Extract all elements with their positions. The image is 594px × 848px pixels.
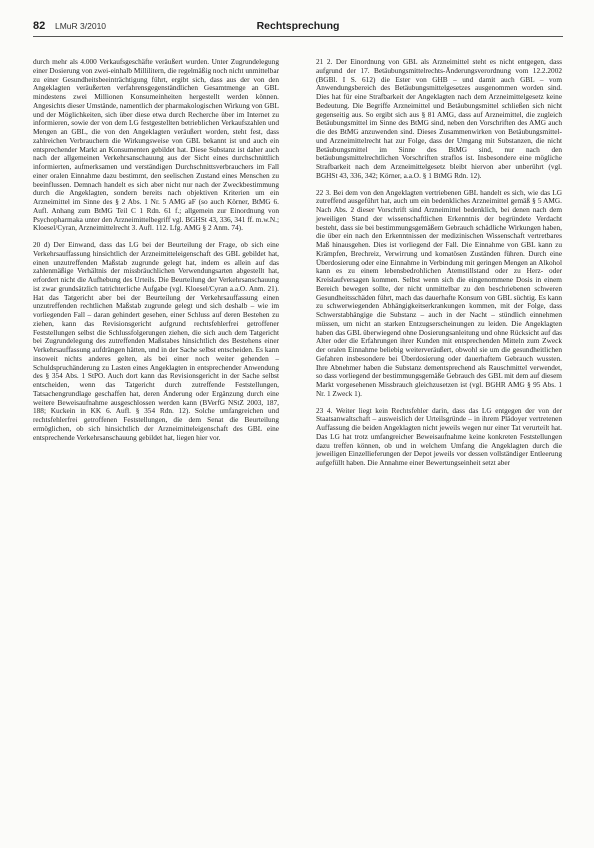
header-rule [33,36,563,37]
paragraph: 23 4. Weiter liegt kein Rechtsfehler darin, dass das LG entgegen der von der Staatsanwaltschaft – ausweislich der Urteilsgründe – in ihrem Plädoyer vertretenen Auffassung die beiden Angeklagten nicht jeweils wegen nur einer Tat verurteilt hat. Das LG hat trotz umfangreicher Beweisaufnahme keine konkreten Feststellungen dazu treffen können, ob und in welchem Umfang die Angeklagten durch die jeweiligen Einzellieferungen der Depot jeweils vor dessen vollständiger Entleerung aufgefüllt haben. Die Annahme einer Bewertungseinheit setzt aber [316,405,562,467]
section-title: Rechtsprechung [256,20,340,32]
paragraph: 22 3. Bei dem von den Angeklagten vertriebenen GBL handelt es sich, wie das LG zutreffend ausgeführt hat, auch um ein bedenkliches Arzneimittel gemäß § 5 AMG. Nach Abs. 2 dieser Vorschrift sind Arzneimittel bedenklich, bei denen nach dem jeweiligen Stand der wissenschaftlichen Erkenntnis der begründete Verdacht besteht, dass sie bei bestimmungsgemäßem Gebrauch schädliche Wirkungen haben, die über ein nach den Erkenntnissen der medizinischen Wissenschaft vertretbares Maß hinausgehen. Dies ist vorliegend der Fall. Die Einnahme von GBL kann zu Krämpfen, Brechreiz, Verwirrung und komatösen Zuständen führen. Durch eine Überdosierung oder eine Einnahme in Verbindung mit geringen Mengen an Alkohol kann es zu einem lebensbedrohlichen Atemstillstand oder zu Herz- oder Kreislaufversagen kommen. Selbst wenn sich die eingenommene Dosis in einem Bereich bewegen sollte, der nicht unmittelbar zu den beschriebenen schweren Gesundheitsschäden führt, mach das dauerhafte Konsum von GBL süchtig. Es kann zu schwerwiegenden Abhängigkeitserkrankungen kommen, mit der Folge, dass Schwerstabhängige die Substanz – auch in der Nacht – stündlich einnehmen müssen, um nicht an starken Entzugserscheinungen zu leiden. Die Angeklagten haben das GBL überwiegend ohne Dosierungsanleitung und ohne Rücksicht auf das Alter oder die Erfahrungen ihrer Kunden mit entsprechenden Mitteln zum Zweck der oralen Einnahme beliebig weiterveräußert, obwohl sie um die gesundheitlichen Gefahren insbesondere bei Überdosierung oder dauerhaftem Gebrauch wussten. Ihre Abnehmer haben die Substanz dementsprechend als Rauschmittel verwendet, so dass vorliegend der bestimmungsgemäße Gebrauch des GBL mit dem auf diesem Markt vorgesehenen Missbrauch gleichzusetzen ist (vgl. BGHR AMG § 95 Abs. 1 Nr. 1 Zweck 1). [316,187,562,398]
paragraph: durch mehr als 4.000 Verkaufsgeschäfte veräußert wurden. Unter Zugrundelegung einer Dosierung von zwei-einhalb Millilitern, die regelmäßig noch nicht unmittelbar zu einer Gesundheitsbeeinträchtigung führt, ergibt sich, dass aus der von den Angeklagten veräußerten verfahrensgegenständlichen Gesamtmenge an GBL mindestens zwei Millionen Konsumeinheiten hergestellt werden können. Angesichts dieser Umstände, namentlich der pharmakologischen Wirkung von GBL und der Möglichkeiten, sich über diese etwa durch Recherche über im Internet zu informieren, sowie der von dem LG festgestellten betrieblichen Verkaufszahlen und Mengen an GBL, die von den Angeklagten veräußert worden, steht fest, dass zahlreichen Verbrauchern die Wirkungsweise von GBL bekannt ist und auch ein entsprechender Markt an Konsumenten gebildet hat. Diese Substanz ist daher auch nach der allgemeinen Verkehrsanschauung aus der Sicht eines durchschnittlich informierten, aufmerksamen und verständigen Durchschnittsverbrauchers im Fall einer oralen Einnahme dazu bestimmt, den seelischen Zustand eines Menschen zu beeinflussen. Demnach handelt es sich aber nicht nur nach der Zweckbestimmung durch die Angeklagten, sondern bereits nach objektiven Kriterien um ein Arzneimittel im Sinne des § 2 Abs. 1 Nr. 5 AMG aF (so auch Körner, BtMG 6. Aufl. Anhang zum BtMG Teil C 1 Rdn. 61 f.; allgemein zur Einordnung von Psychopharmaka unter den Arzneimittelbegriff vgl. BGHSt 43, 336, 341 ff. m.w.N.; Kloesel/Cyran, Arzneimittelrecht 3. Aufl. 112. Lfg. AMG § 2 Anm. 74). [33,57,279,233]
paragraph: 20 d) Der Einwand, dass das LG bei der Beurteilung der Frage, ob sich eine Verkehrsauffassung hinsichtlich der Arzneimitteleigenschaft des GBL gebildet hat, einen unzutreffenden Maßstab zugrunde gelegt hat, indem es allein auf das zahlenmäßige Verhältnis der missbräuchlichen Verwendungsarten abgestellt hat, erfordert nicht die Aufhebung des Urteils. Die Beurteilung der Verkehrsanschauung ist zwar grundsätzlich tatrichterliche Aufgabe (vgl. Kloesel/Cyran a.a.O. Anm. 21). Hat das Tatgericht aber bei der Beurteilung der Verkehrsauffassung einen unzutreffenden rechtlichen Maßstab zugrunde gelegt und sich deshalb – wie im vorliegenden Fall – daran gehindert gesehen, einer Schluss auf deren Bestehen zu ziehen, kann das Revisionsgericht aufgrund rechtsfehlerfrei getroffener Feststellungen selbst die Schlussfolgerungen ziehen, die sich auch dem Tatgericht bei Zugrundelegung des zutreffenden Maßstabes hinsichtlich des Bestehens einer Verkehrsauffassung aufdrängen hätten, und in der Sache selbst entscheiden. Es kann insoweit nichts anderes gelten, als bei einer noch weiter gehenden – Schuldspruchänderung zu Lasten eines Angeklagten in entsprechender Anwendung des § 354 Abs. 1 StPO. Auch dort kann das Revisionsgericht in der Sache selbst entscheiden, wenn das Tatgericht durch zutreffende Feststellungen, Tatsachengrundlage geschaffen hat, deren Änderung oder Ergänzung durch eine weitere Beweisaufnahme ausgeschlossen werden kann (BVerfG NStZ 2003, 187, 188; Kuckein in KK 6. Aufl. § 354 Rdn. 12). Solche umfangreichen und rechtsfehlerfrei getroffenen Feststellungen, die dem Senat die Beurteilung ermöglichen, ob sich hinsichtlich der Arzneimitteleigenschaft des GBL eine entsprechende Verkehrsanschauung gebildet hat, liegen hier vor. [33,240,279,442]
journal-reference: LMuR 3/2010 [55,21,107,31]
page-number: 82 [33,20,46,32]
page-header [33,14,563,40]
paragraph: 21 2. Der Einordnung von GBL als Arzneimittel steht es nicht entgegen, dass aufgrund der 17. Betäubungsmittelrechts-Änderungsverordnung vom 12.2.2002 (BGBl. I S. 612) die Ester von GHB – und damit auch GBL – vom Anwendungsbereich des Betäubungsmittelgesetzes ausgenommen worden sind. Dies hat für eine Strafbarkeit der Angeklagten nach dem Arzneimittelgesetz keine Bedeutung. Die Begriffe Arzneimittel und Betäubungsmittel schließen sich nicht gegenseitig aus. So ergibt sich aus § 81 AMG, dass auf Arzneimittel, die zugleich Betäubungsmittel im Sinne des BtMG sind, neben den Vorschriften des AMG auch die des BtMG anzuwenden sind. Dieses Zusammenwirken von Betäubungsmittel- und Arzneimittelrecht hat zur Folge, dass der Umgang mit Substanzen, die nicht Betäubungsmittel im Sinne des BtMG sind, nur nach den betäubungsmittelrechtlichen Vorschriften straflos ist. Insbesondere eine mögliche Strafbarkeit nach dem Arzneimittelgesetz bleibt hiervon aber unberührt (vgl. BGHSt 43, 336, 342; Körner, a.a.O. § 1 BtMG Rdn. 12). [316,57,562,180]
left-column [33,58,279,442]
right-column [316,58,562,468]
